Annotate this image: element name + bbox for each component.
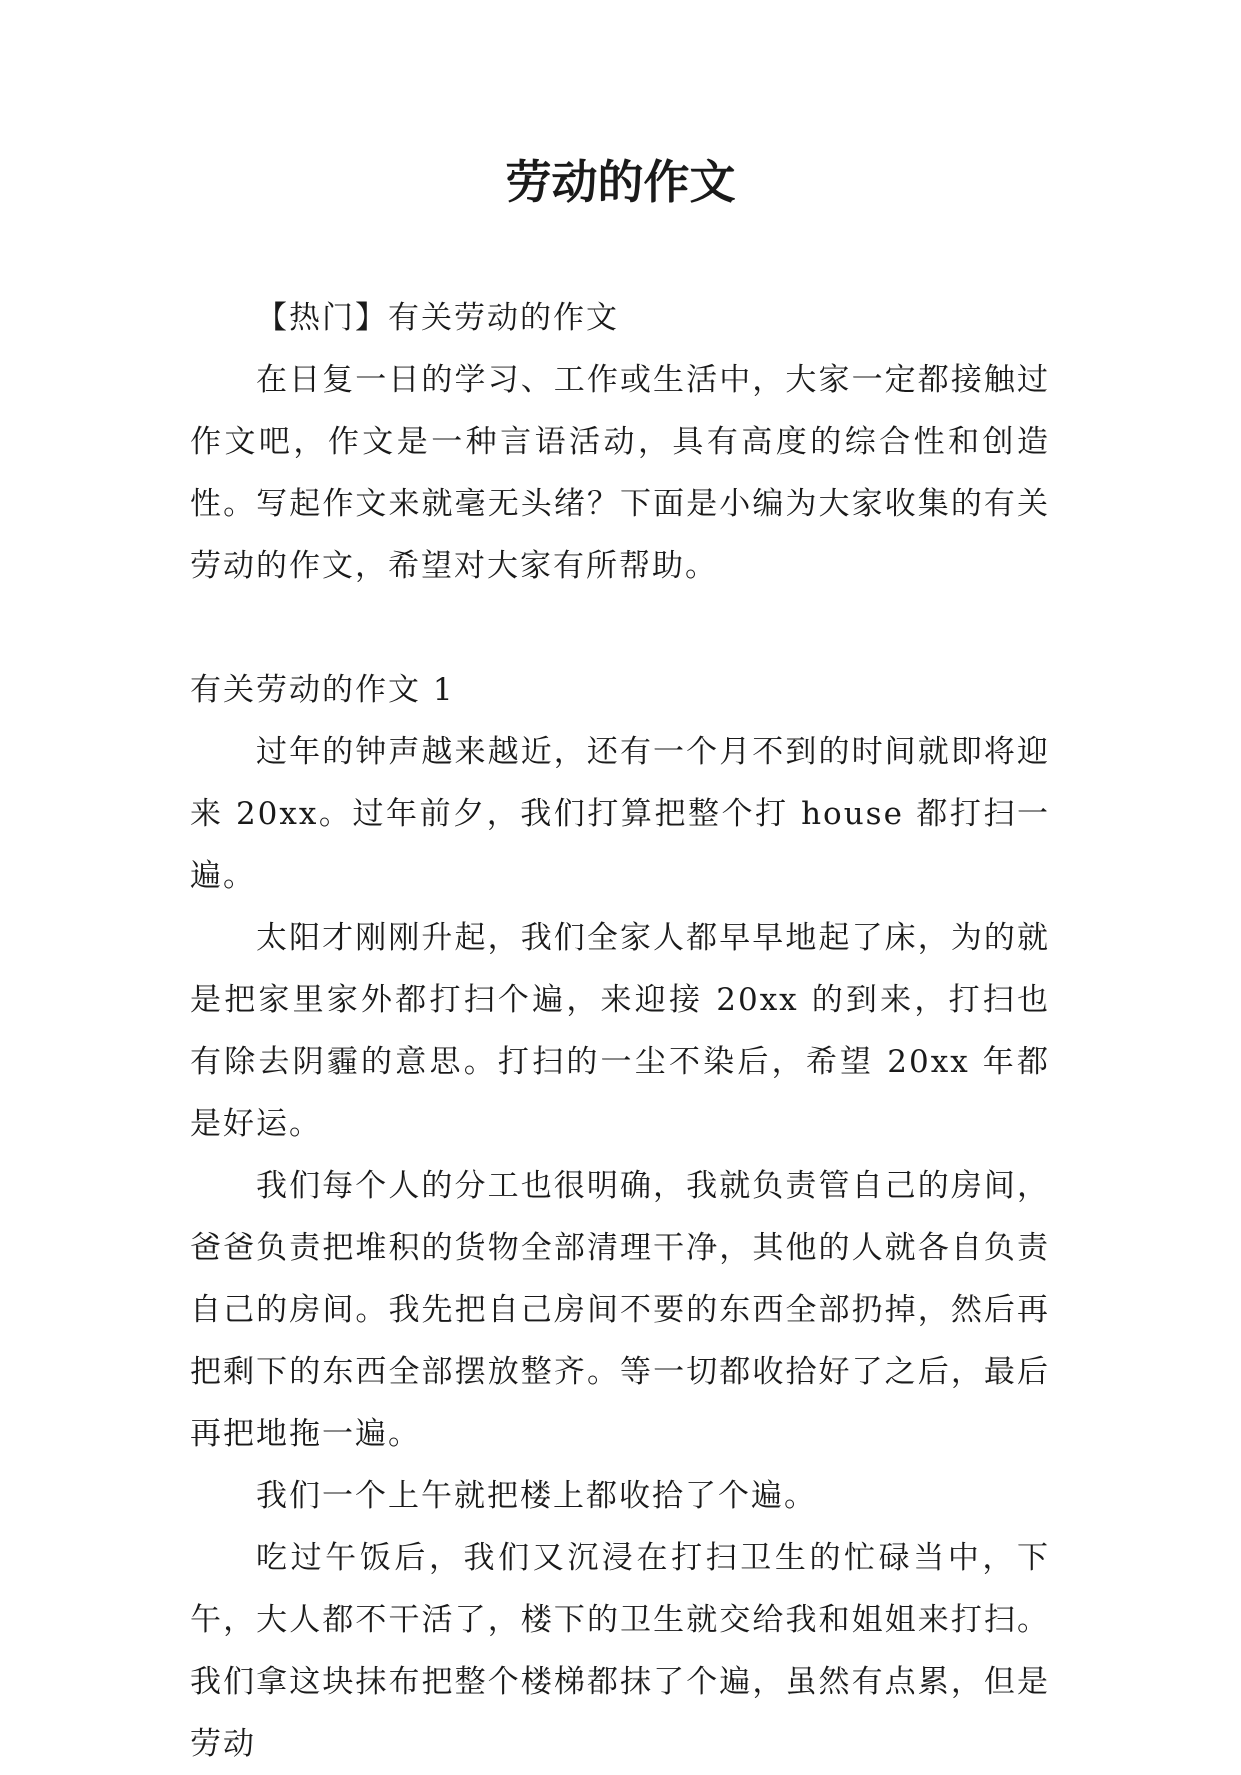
- document-title: 劳动的作文: [505, 155, 736, 209]
- paragraph: 太阳才刚刚升起，我们全家人都早早地起了床，为的就是把家里家外都打扫个遍，来迎接 20xx 的到来，打扫也有除去阴霾的意思。打扫的一尘不染后，希望 20xx 年都是好运。: [190, 920, 1050, 1142]
- paragraph: 吃过午饭后，我们又沉浸在打扫卫生的忙碌当中，下午，大人都不干活了，楼下的卫生就交给我和姐姐来打扫。我们拿这块抹布把整个楼梯都抹了个遍，虽然有点累，但是劳动: [190, 1540, 1050, 1762]
- section-heading: 有关劳动的作文 1: [190, 672, 455, 708]
- document-body: [190, 287, 1050, 1775]
- intro-heading: 【热门】有关劳动的作文: [256, 300, 619, 336]
- paragraph: 我们每个人的分工也很明确，我就负责管自己的房间，爸爸负责把堆积的货物全部清理干净，其他的人就各自负责自己的房间。我先把自己房间不要的东西全部扔掉，然后再把剩下的东西全部摆放整齐。等一切都收拾好了之后，最后再把地拖一遍。: [190, 1168, 1050, 1452]
- paragraph: 过年的钟声越来越近，还有一个月不到的时间就即将迎来 20xx。过年前夕，我们打算把整个打 house 都打扫一遍。: [190, 734, 1050, 894]
- paragraph: 我们一个上午就把楼上都收拾了个遍。: [256, 1478, 817, 1514]
- section-spacer: [190, 597, 1050, 659]
- intro-paragraph: 在日复一日的学习、工作或生活中，大家一定都接触过作文吧，作文是一种言语活动，具有高度的综合性和创造性。写起作文来就毫无头绪？下面是小编为大家收集的有关劳动的作文，希望对大家有所帮助。: [190, 362, 1050, 584]
